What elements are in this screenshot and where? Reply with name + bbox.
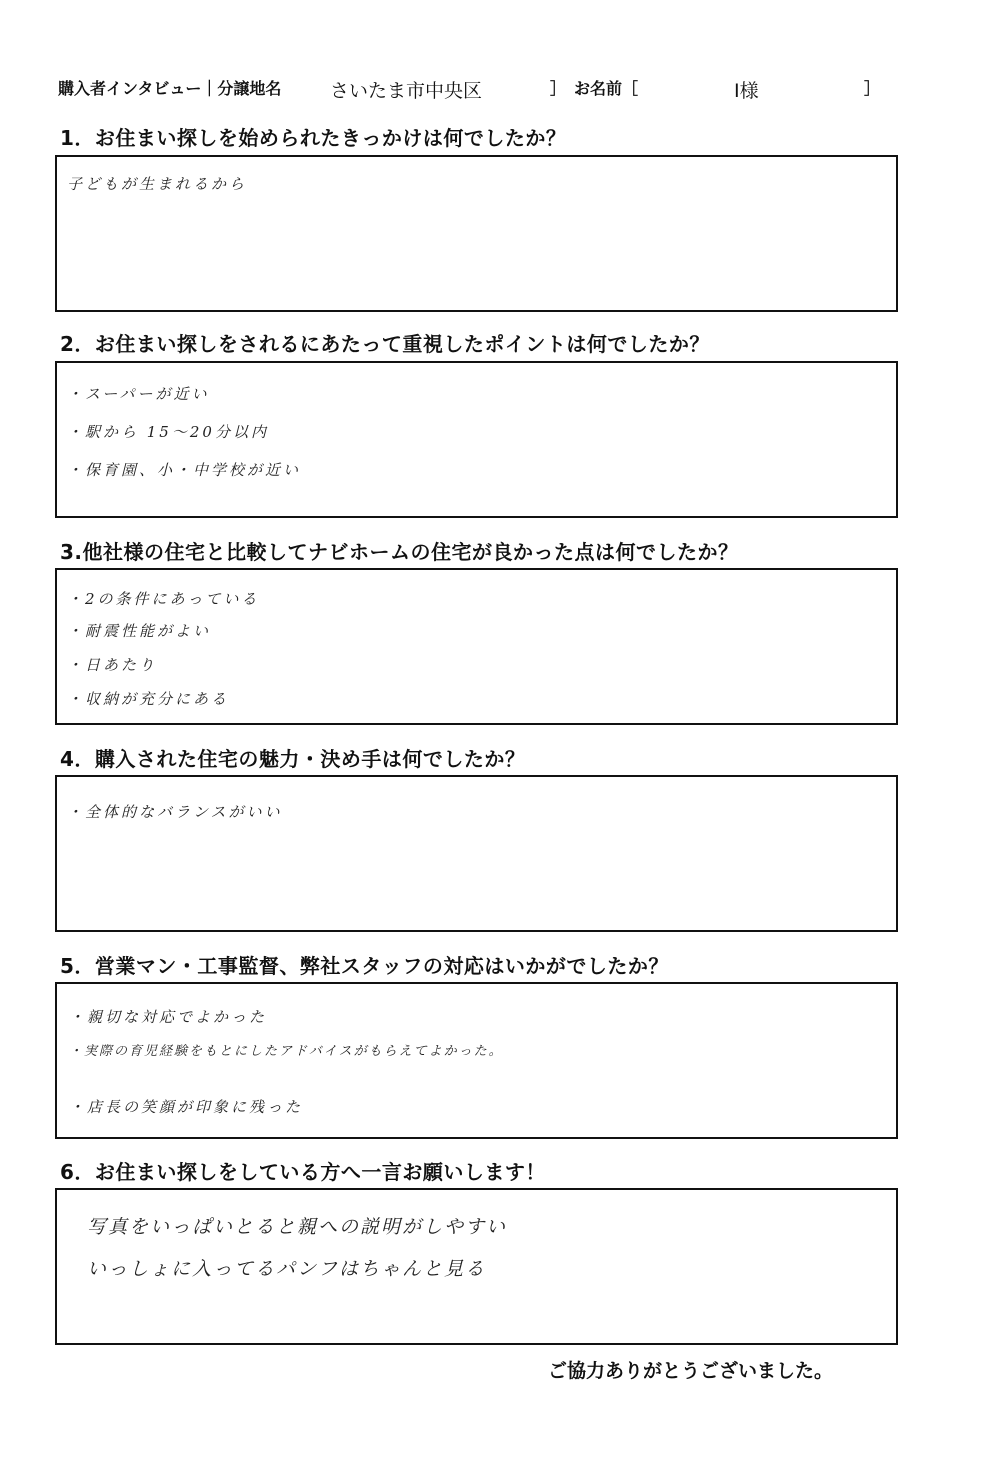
- answer-box-2: [55, 361, 898, 518]
- question-4: 4．購入された住宅の魅力・決め手は何でしたか？: [60, 747, 526, 771]
- answer-3-line-2: ・耐震性能がよい: [67, 622, 212, 640]
- customer-name: I様: [734, 80, 759, 102]
- form-title: 購入者インタビュー｜分譲地名: [58, 79, 282, 98]
- question-1: 1．お住まい探しを始められたきっかけは何でしたか？: [60, 126, 567, 150]
- answer-box-6: [55, 1188, 898, 1345]
- name-label: お名前［: [574, 79, 639, 98]
- answer-5-line-1: ・親切な対応でよかった: [69, 1008, 268, 1026]
- answer-6-line-2: いっしょに入ってるパンフはちゃんと見る: [87, 1258, 487, 1280]
- question-5: 5．営業マン・工事監督、弊社スタッフの対応はいかがでしたか？: [60, 954, 669, 978]
- question-3: 3.他社様の住宅と比較してナビホームの住宅が良かった点は何でしたか？: [60, 540, 739, 564]
- answer-4-line-1: ・全体的なバランスがいい: [67, 803, 283, 821]
- thank-you-message: ご協力ありがとうございました。: [548, 1360, 834, 1382]
- answer-5-line-3: ・店長の笑顔が印象に残った: [69, 1098, 304, 1116]
- answer-6-line-1: 写真をいっぱいとると親への説明がしやすい: [87, 1216, 508, 1238]
- answer-3-line-1: ・2の条件にあっている: [67, 590, 260, 608]
- form-header: [58, 76, 938, 100]
- answer-box-5: [55, 982, 898, 1139]
- subdivision-name: さいたま市中央区: [330, 80, 483, 102]
- answer-2-line-3: ・保育園、小・中学校が近い: [67, 461, 302, 479]
- answer-box-4: [55, 775, 898, 932]
- answer-3-line-3: ・日あたり: [67, 656, 158, 674]
- question-2: 2．お住まい探しをされるにあたって重視したポイントは何でしたか？: [60, 332, 710, 356]
- bracket-end: ］: [864, 79, 881, 98]
- answer-box-3: [55, 568, 898, 725]
- bracket-close: ］: [550, 79, 567, 98]
- answer-3-line-4: ・収納が充分にある: [67, 690, 230, 708]
- answer-2-line-1: ・スーパーが近い: [67, 385, 210, 403]
- answer-2-line-2: ・駅から 15～20分以内: [67, 423, 269, 441]
- question-6: 6．お住まい探しをしている方へ一言お願いします！: [60, 1160, 546, 1184]
- answer-1-line-1: 子どもが生まれるから: [67, 175, 248, 193]
- answer-box-1: [55, 155, 898, 312]
- answer-5-line-2: ・実際の育児経験をもとにしたアドバイスがもらえてよかった。: [69, 1044, 504, 1059]
